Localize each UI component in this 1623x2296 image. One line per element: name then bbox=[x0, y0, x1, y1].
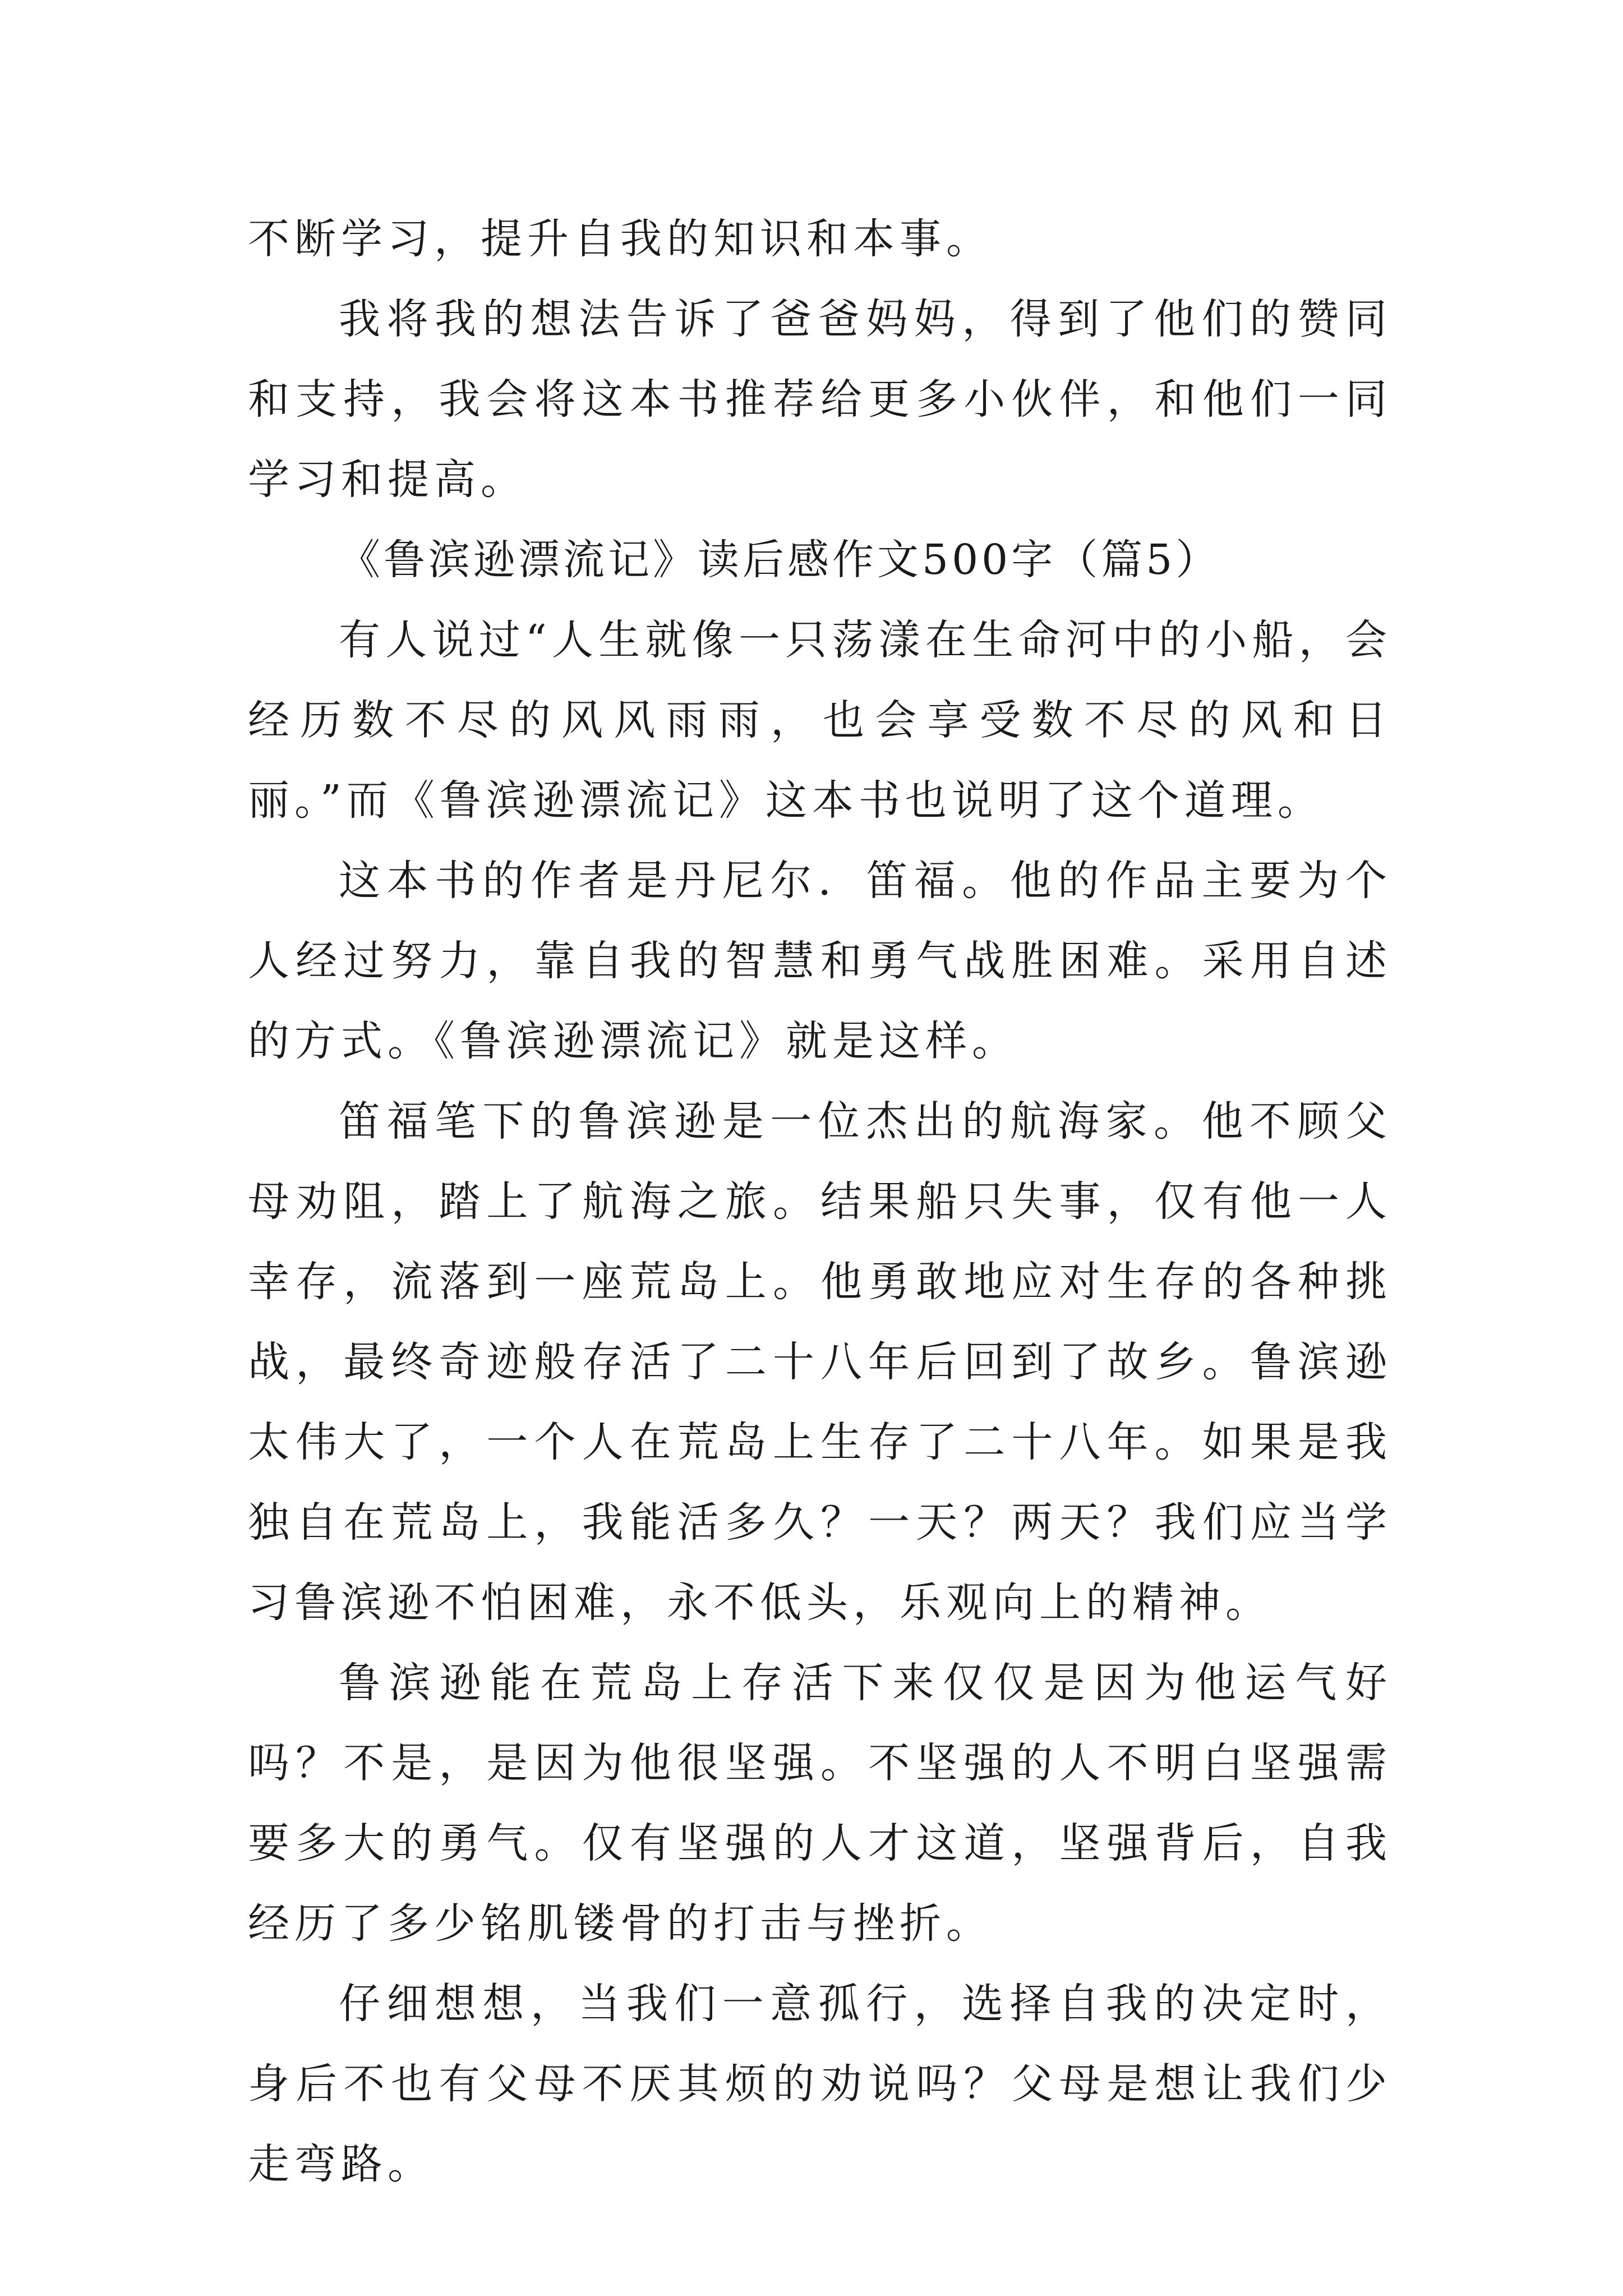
section-heading: 《鲁滨逊漂流记》读后感作文500字（篇5） bbox=[339, 536, 1221, 584]
paragraph-6: 鲁滨逊能在荒岛上存活下来仅仅是因为他运气好吗？不是，是因为他很坚强。不坚强的人不明白坚强需要多大的勇气。仅有坚强的人才这道，坚强背后，自我经历了多少铭肌镂骨的打击与挫折。 bbox=[248, 1659, 1392, 1948]
paragraph-5: 笛福笔下的鲁滨逊是一位杰出的航海家。他不顾父母劝阻，踏上了航海之旅。结果船只失事，仅有他一人幸存，流落到一座荒岛上。他勇敢地应对生存的各种挑战，最终奇迹般存活了二十八年后回到了故乡。鲁滨逊太伟大了，一个人在荒岛上生存了二十八年。如果是我独自在荒岛上，我能活多久？一天？两天？我们应当学习鲁滨逊不怕困难，永不低头，乐观向上的精神。 bbox=[248, 1097, 1392, 1627]
paragraph-1: 不断学习，提升自我的知识和本事。 bbox=[248, 215, 993, 263]
paragraph-2: 我将我的想法告诉了爸爸妈妈，得到了他们的赞同和支持，我会将这本书推荐给更多小伙伴，和他们一同学习和提高。 bbox=[248, 295, 1392, 504]
paragraph-4: 这本书的作者是丹尼尔．笛福。他的作品主要为个人经过努力，靠自我的智慧和勇气战胜困难。采用自述的方式。《鲁滨逊漂流记》就是这样。 bbox=[248, 857, 1392, 1065]
paragraph-7: 仔细想想，当我们一意孤行，选择自我的决定时，身后不也有父母不厌其烦的劝说吗？父母是想让我们少走弯路。 bbox=[248, 1980, 1392, 2188]
document-body bbox=[248, 199, 1392, 2205]
paragraph-3: 有人说过“人生就像一只荡漾在生命河中的小船，会经历数不尽的风风雨雨，也会享受数不尽的风和日丽。”而《鲁滨逊漂流记》这本书也说明了这个道理。 bbox=[248, 616, 1392, 825]
